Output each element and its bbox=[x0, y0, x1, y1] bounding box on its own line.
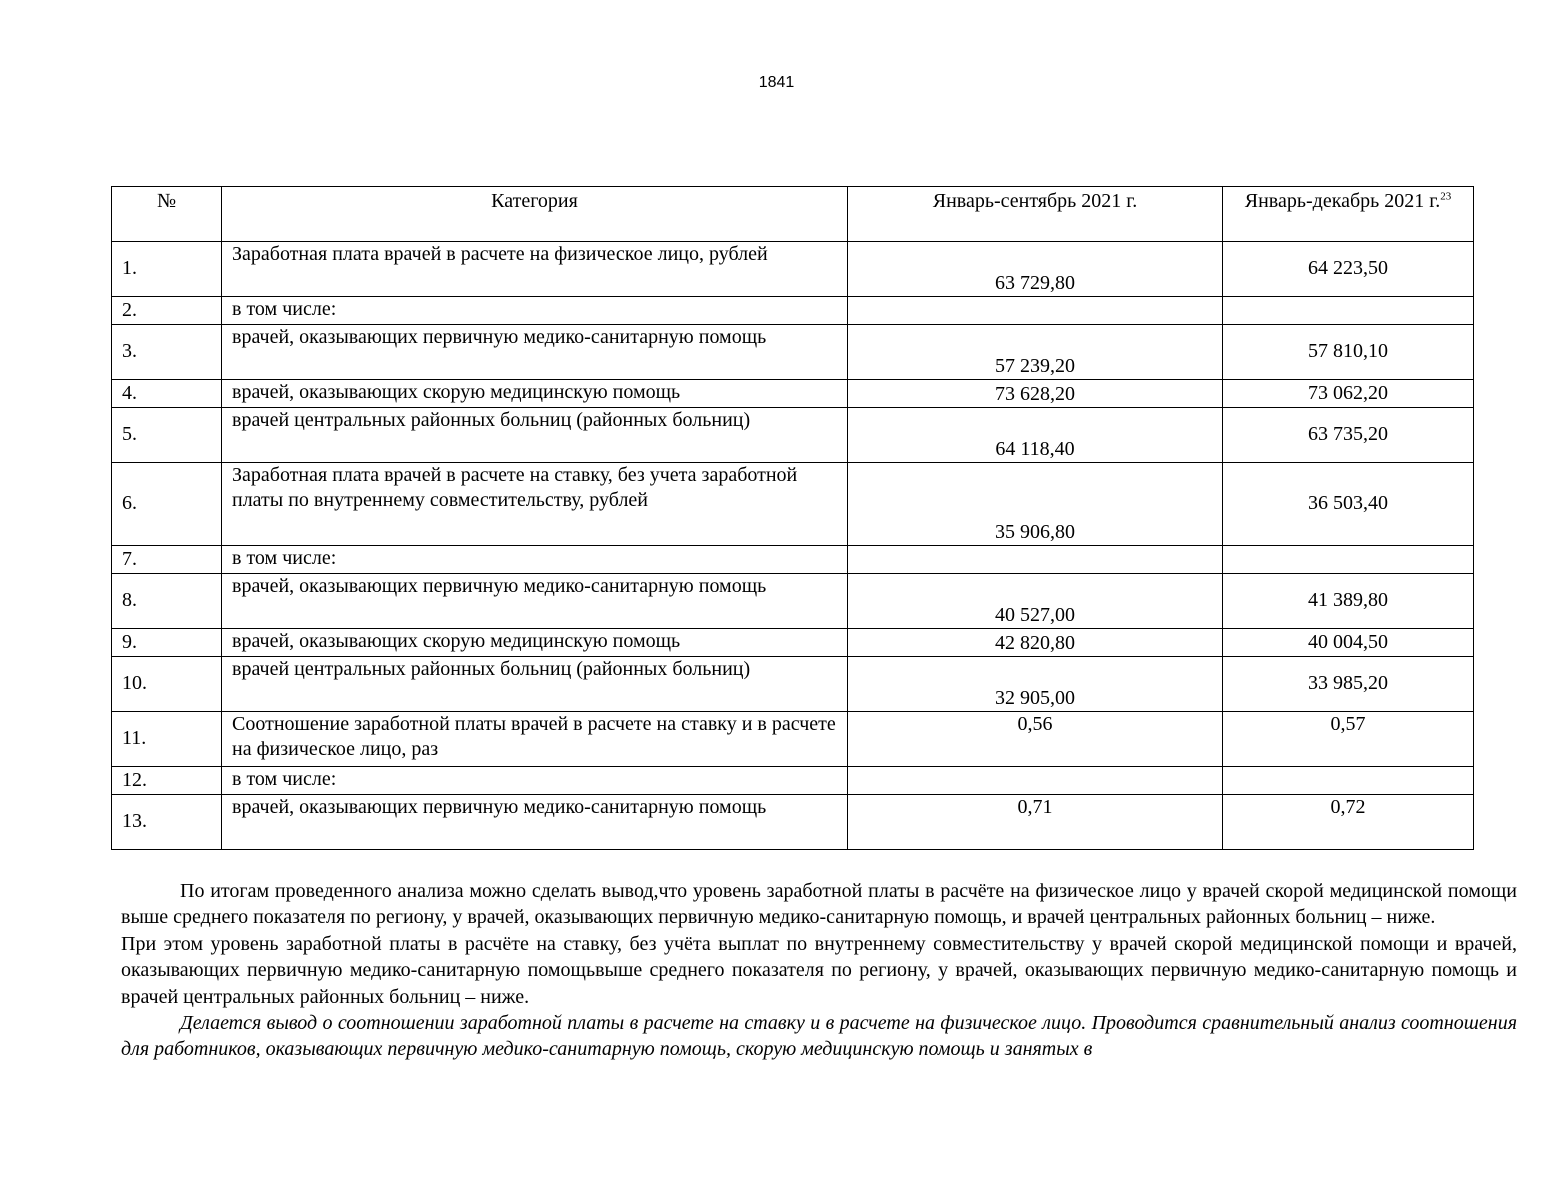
value-jan-dec: 73 062,20 bbox=[1223, 380, 1474, 408]
rate-paragraph: При этом уровень заработной платы в расчёте на ставку, без учёта выплат по внутреннему совместительству у врачей скорой медицинской помощи и врачей, оказывающих первичную медико-санитарную помощьвыше среднего показателя по региону, у врачей, оказывающих первичную медико-санитарную помощь и врачей центральных районных больниц – ниже. bbox=[121, 932, 1517, 1008]
value-jan-dec: 63 735,20 bbox=[1223, 408, 1474, 463]
table-row bbox=[112, 767, 1474, 795]
table-row bbox=[112, 712, 1474, 767]
ratio-paragraph: Делается вывод о соотношении заработной платы в расчете на ставку и в расчете на физическое лицо. Проводится сравнительный анализ соотношения для работников, оказывающих первичную медико-санитарную помощь, скорую медицинскую помощь и занятых в bbox=[121, 1011, 1517, 1061]
value-jan-sep: 40 527,00 bbox=[848, 574, 1223, 629]
row-number: 6. bbox=[112, 463, 222, 546]
header-jan-dec-label: Январь-декабрь 2021 г. bbox=[1244, 190, 1441, 212]
value-jan-sep: 42 820,80 bbox=[848, 629, 1223, 657]
value-jan-dec bbox=[1223, 546, 1474, 574]
row-category: врачей центральных районных больниц (районных больниц) bbox=[222, 408, 848, 463]
table-row bbox=[112, 325, 1474, 380]
row-category: врачей центральных районных больниц (районных больниц) bbox=[222, 657, 848, 712]
conclusion-paragraph: По итогам проведенного анализа можно сделать вывод,что уровень заработной платы в расчёте на физическое лицо у врачей скорой медицинской помощи выше среднего показателя по региону, у врачей, оказывающих первичную медико-санитарную помощь, и врачей центральных районных больниц – ниже. bbox=[121, 880, 1517, 929]
value-jan-dec bbox=[1223, 297, 1474, 325]
table-row bbox=[112, 242, 1474, 297]
value-jan-dec: 0,57 bbox=[1223, 712, 1474, 767]
table-row bbox=[112, 297, 1474, 325]
table-row bbox=[112, 408, 1474, 463]
row-number: 11. bbox=[112, 712, 222, 767]
row-category: в том числе: bbox=[222, 767, 848, 795]
table-row bbox=[112, 546, 1474, 574]
value-jan-sep: 32 905,00 bbox=[848, 657, 1223, 712]
table-row bbox=[112, 795, 1474, 850]
header-jan-dec bbox=[1223, 187, 1474, 242]
header-category: Категория bbox=[222, 187, 848, 242]
row-number: 5. bbox=[112, 408, 222, 463]
value-jan-sep: 64 118,40 bbox=[848, 408, 1223, 463]
row-category: в том числе: bbox=[222, 546, 848, 574]
value-jan-sep: 0,56 bbox=[848, 712, 1223, 767]
value-jan-sep bbox=[848, 297, 1223, 325]
row-category: в том числе: bbox=[222, 297, 848, 325]
header-jan-sep: Январь-сентябрь 2021 г. bbox=[848, 187, 1223, 242]
row-number: 7. bbox=[112, 546, 222, 574]
row-number: 1. bbox=[112, 242, 222, 297]
row-number: 4. bbox=[112, 380, 222, 408]
row-number: 2. bbox=[112, 297, 222, 325]
row-category: врачей, оказывающих первичную медико-санитарную помощь bbox=[222, 795, 848, 850]
value-jan-dec: 40 004,50 bbox=[1223, 629, 1474, 657]
value-jan-dec: 33 985,20 bbox=[1223, 657, 1474, 712]
value-jan-sep: 63 729,80 bbox=[848, 242, 1223, 297]
body-text bbox=[121, 878, 1517, 1063]
page-number: 1841 bbox=[758, 74, 795, 91]
value-jan-sep: 35 906,80 bbox=[848, 463, 1223, 546]
row-number: 12. bbox=[112, 767, 222, 795]
row-category: врачей, оказывающих скорую медицинскую помощь bbox=[222, 629, 848, 657]
row-number: 10. bbox=[112, 657, 222, 712]
value-jan-sep: 73 628,20 bbox=[848, 380, 1223, 408]
row-category: врачей, оказывающих первичную медико-санитарную помощь bbox=[222, 325, 848, 380]
value-jan-dec: 41 389,80 bbox=[1223, 574, 1474, 629]
row-category: Заработная плата врачей в расчете на ставку, без учета заработной платы по внутреннему совместительству, рублей bbox=[222, 463, 848, 546]
footnote-marker: 23 bbox=[1440, 190, 1452, 203]
row-category: Заработная плата врачей в расчете на физическое лицо, рублей bbox=[222, 242, 848, 297]
value-jan-dec: 36 503,40 bbox=[1223, 463, 1474, 546]
row-category: врачей, оказывающих скорую медицинскую помощь bbox=[222, 380, 848, 408]
value-jan-sep bbox=[848, 546, 1223, 574]
row-number: 9. bbox=[112, 629, 222, 657]
row-category: врачей, оказывающих первичную медико-санитарную помощь bbox=[222, 574, 848, 629]
value-jan-sep: 57 239,20 bbox=[848, 325, 1223, 380]
value-jan-dec: 64 223,50 bbox=[1223, 242, 1474, 297]
table-row bbox=[112, 380, 1474, 408]
row-category: Соотношение заработной платы врачей в расчете на ставку и в расчете на физическое лицо, раз bbox=[222, 712, 848, 767]
table-row bbox=[112, 629, 1474, 657]
header-num: № bbox=[112, 187, 222, 242]
table-header-row bbox=[112, 187, 1474, 242]
row-number: 13. bbox=[112, 795, 222, 850]
table-row bbox=[112, 574, 1474, 629]
table-row bbox=[112, 657, 1474, 712]
value-jan-dec: 0,72 bbox=[1223, 795, 1474, 850]
table-row bbox=[112, 463, 1474, 546]
row-number: 8. bbox=[112, 574, 222, 629]
salary-table bbox=[111, 186, 1474, 850]
value-jan-dec bbox=[1223, 767, 1474, 795]
value-jan-sep bbox=[848, 767, 1223, 795]
value-jan-sep: 0,71 bbox=[848, 795, 1223, 850]
value-jan-dec: 57 810,10 bbox=[1223, 325, 1474, 380]
row-number: 3. bbox=[112, 325, 222, 380]
